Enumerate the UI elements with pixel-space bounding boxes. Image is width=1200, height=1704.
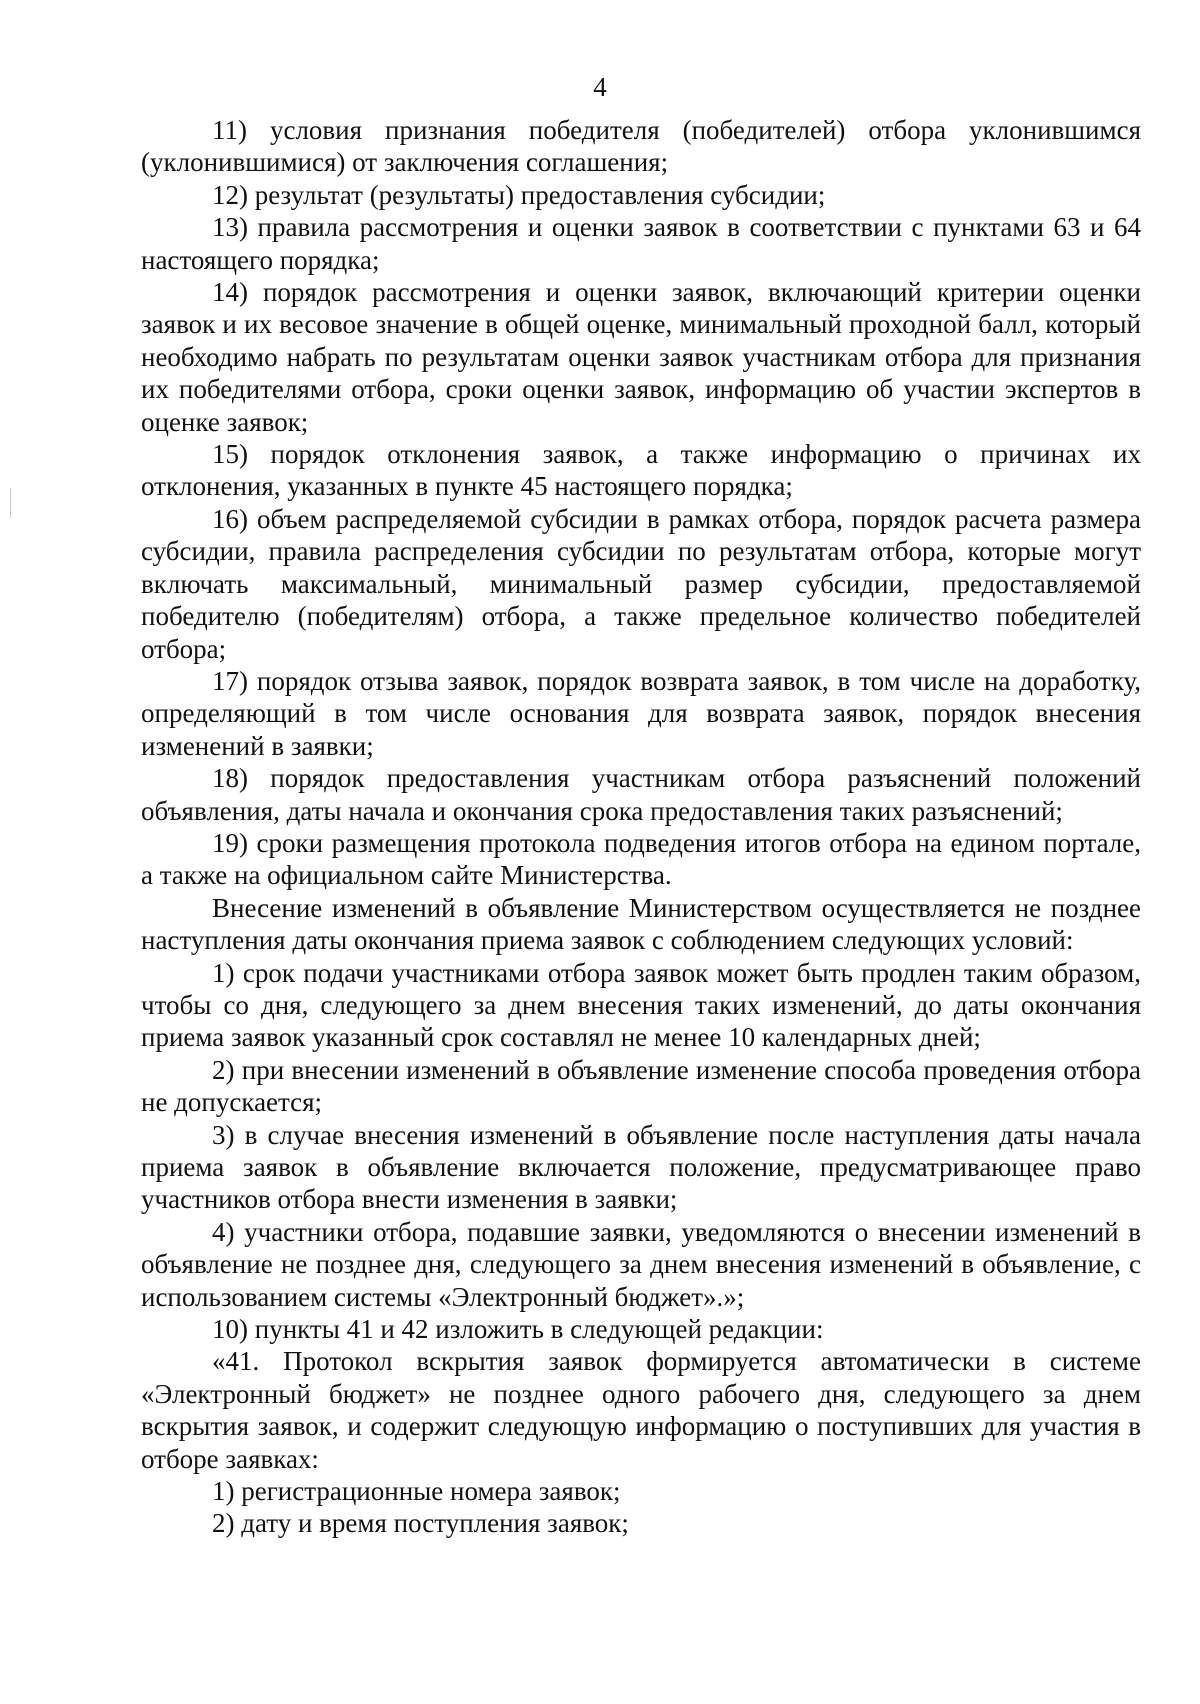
paragraph-item-11: 11) условия признания победителя (победителей) отбора уклонившимся (уклонившимися) от заключения соглашения; [141, 115, 1141, 178]
paragraph-clause-41-item-1: 1) регистрационные номера заявок; [212, 1476, 621, 1507]
paragraph-item-14: 14) порядок рассмотрения и оценки заявок, включающий критерии оценки заявок и их весовое значение в общей оценке, минимальный проходной балл, который необходимо набрать по результатам оценки заявок участникам отбора для признания их победителями отбора, сроки оценки заявок, информацию об участии экспертов в оценке заявок; [141, 277, 1141, 437]
document-body [141, 114, 1141, 1540]
paragraph-clause-41-item-2: 2) дату и время поступления заявок; [212, 1508, 629, 1539]
paragraph-amendment-conditions: Внесение изменений в объявление Министерством осуществляется не позднее наступления даты окончания приема заявок с соблюдением следующих условий: [141, 892, 1141, 956]
paragraph-item-17: 17) порядок отзыва заявок, порядок возврата заявок, в том числе на доработку, определяющий в том числе основания для возврата заявок, порядок внесения изменений в заявки; [141, 665, 1141, 761]
paragraph-item-16: 16) объем распределяемой субсидии в рамках отбора, порядок расчета размера субсидии, правила распределения субсидии по результатам отбора, которые могут включать максимальный, минимальный размер субсидии, предоставляемой победителю (победителям) отбора, а также предельное количество победителей отбора; [141, 503, 1141, 664]
paragraph-item-10: 10) пункты 41 и 42 изложить в следующей редакции: [212, 1314, 824, 1345]
page-number: 4 [593, 72, 607, 102]
paragraph-condition-4: 4) участники отбора, подавшие заявки, уведомляются о внесении изменений в объявление не позднее дня, следующего за днем внесения изменений в объявление, с использованием системы «Электронный бюджет».»; [141, 1216, 1141, 1312]
paragraph-condition-1: 1) срок подачи участниками отбора заявок может быть продлен таким образом, чтобы со дня, следующего за днем внесения таких изменений, до даты окончания приема заявок указанный срок составлял не менее 10 календарных дней; [141, 957, 1141, 1053]
paragraph-item-12: 12) результат (результаты) предоставления субсидии; [212, 179, 826, 210]
paragraph-clause-41: «41. Протокол вскрытия заявок формируется автоматически в системе «Электронный бюджет» не позднее одного рабочего дня, следующего за днем вскрытия заявок, и содержит следующую информацию о поступивших для участия в отборе заявках: [141, 1346, 1141, 1474]
scan-margin-mark [10, 488, 11, 518]
paragraph-item-15: 15) порядок отклонения заявок, а также информацию о причинах их отклонения, указанных в пункте 45 настоящего порядка; [141, 439, 1141, 502]
paragraph-item-19: 19) сроки размещения протокола подведения итогов отбора на едином портале, а также на официальном сайте Министерства. [141, 827, 1141, 891]
paragraph-item-18: 18) порядок предоставления участникам отбора разъяснений положений объявления, даты начала и окончания срока предоставления таких разъяснений; [141, 763, 1141, 826]
paragraph-condition-3: 3) в случае внесения изменений в объявление после наступления даты начала приема заявок в объявление включается положение, предусматривающее право участников отбора внести изменения в заявки; [141, 1119, 1141, 1215]
paragraph-condition-2: 2) при внесении изменений в объявление изменение способа проведения отбора не допускается; [141, 1054, 1141, 1118]
paragraph-item-13: 13) правила рассмотрения и оценки заявок в соответствии с пунктами 63 и 64 настоящего порядка; [141, 212, 1141, 275]
